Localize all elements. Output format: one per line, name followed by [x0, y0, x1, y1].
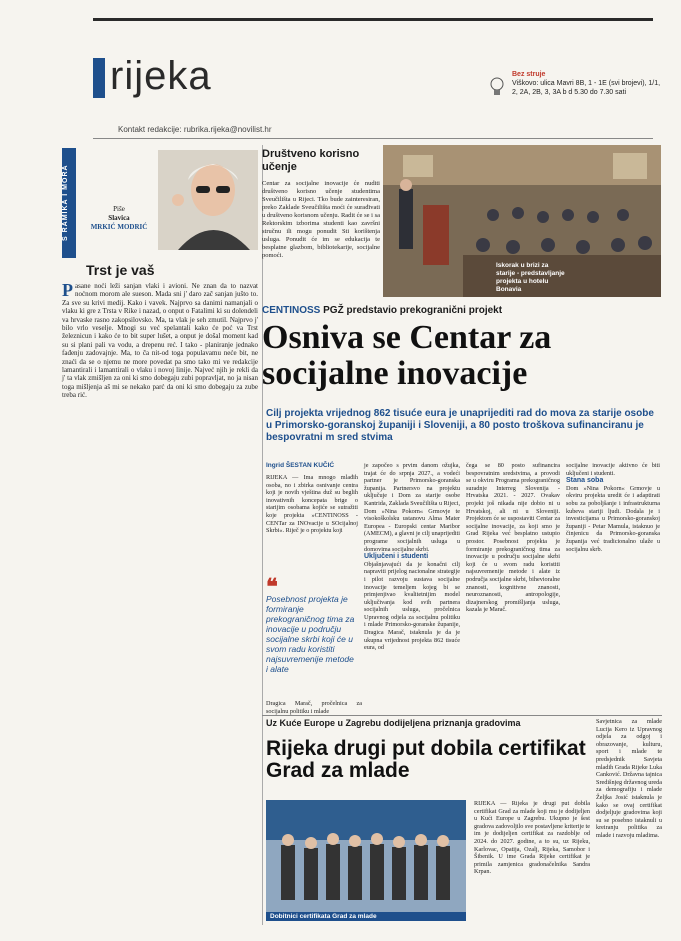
- header-rule: [93, 138, 653, 139]
- subhead-students: Uključeni i studenti: [364, 553, 429, 561]
- article-lead: Cilj projekta vrijednog 862 tisuće eura je unaprijediti rad do mova za starije osobe u Primorsko-goranskoj županiji i Sloveniji, a 80 posto troškova sufinanciranu je bespovratni m sred stvima: [266, 408, 654, 443]
- column-tab: S RAMIKA I MORA: [62, 148, 76, 258]
- kicker-text: PGŽ predstavio prekogranični projekt: [323, 305, 503, 316]
- article2-kicker: Uz Kuće Europe u Zagrebu dodijeljena priznanja gradovima: [266, 718, 521, 728]
- byline-first: Slavica: [108, 214, 130, 222]
- quote-mark-icon: ❝: [266, 574, 278, 599]
- group-photo-caption: Dobitnici certifikata Grad za mlade: [266, 912, 466, 921]
- article2-right: Savjetnica za mlade Lucija Kero iz Upravnog odjela za odgoj i obrazovanje, kulturu, sport i mlade te predsjednik Savjeta mladih Grada Rijeke Luka Canković. Državna tajnica Središnjeg državnog ureda za demografiju i mlade Željka Josić istaknula je kako se ovaj certifikat dodjeljuje gradovima koji su se posebno istaknuli u kreiranju politika za mlade i razvoju mladima.: [596, 718, 662, 839]
- quote-attribution: Dragica Marač, pročelnica za socijalnu politiku i mlade: [266, 700, 362, 715]
- header-rule-top: [93, 18, 653, 21]
- article-headline: Osniva se Centar za socijalne inovacije: [262, 319, 552, 392]
- article-col1: RIJEKA — Ima mnogo mlađih osoba, no i zbirka osnivanje centra koji je novih vještina duž su beglih inovativnih koncepata brige o starijim osobama kojiće se sutražiti koje projekta »CENTINOSS - CENTar za INOvacije u SOcijalnoj Skrbi«. Riječ je o projektu koji: [266, 474, 358, 535]
- article-col4: [566, 462, 660, 553]
- column-divider: [262, 145, 263, 925]
- col2-text: je započeo s prvim danom ožujka, trajat će do srpnja 2027., a vodeći partner je Primorsko-goranska županija. Partnersvo na projektu uključuje i Dom za starije osobe Kantrida, Zaklada Sveučilišta u Rijeci, Dom »Nina Pokorn« Grmovje te visokoškolsku ustanovu Alma Mater Europea - Europski centar Maribor (AMECM), a glavni je cilj unaprijediti programe socijalnih usluga u domovima socijalne skrbi.: [364, 462, 460, 553]
- column-text: [62, 282, 258, 400]
- article-author: Ingrid ŠESTAN KUČIĆ: [266, 462, 335, 469]
- article2-headline: Rijeka drugi put dobila certifikat Grad za mlade: [266, 737, 586, 782]
- article-col2: [364, 462, 460, 652]
- subhead-room: Stana soba: [566, 477, 604, 485]
- article2-rule: [262, 715, 662, 716]
- box-title: Društveno korisno učenje: [262, 148, 360, 173]
- quote-text: Posebnost projekta je formiranje prekograničnog tima za inovacije u području socijalne skrbi koji će u svom radu koristiti najsuvremenije metode i alate: [266, 594, 355, 674]
- byline-name: MRKIĆ MODRIĆ: [90, 223, 148, 231]
- col2b-text: Objašnjavajući da je konačni cilj napraviti prijelog nacionalne strategije i pilot razvoju sustava socijalne inovacije temeljem kojeg bi se primjenjivao kvalitetnijim model uključivanja kod svih partnera socijalnih usluga, pročelnica Upravnog odjela za socijalnu politiku i mlade Primorsko-goranske županije, Dragica Marač, istaknula je da je ukupna vrijednost projekta 862 tisuće eura, od: [364, 560, 460, 652]
- article-col3: čega se 80 posto sufinancira bespovratnim sredstvima, a provodi se u okviru Programa prekograničnog suradnje Interreg Slovenija - Hrvatska 2021. - 2027. Ovakav projekt još nikada nije dobio ni u Hrvatskoj, ali ni u Sloveniji. Projektom će se uspostaviti Centar za socijalne inovacije, za koji smo je Grad Rijeka već besplatno ustupio prostor. Posebnost projekta je formiranje prekograničnog tima za inovacije u području socijalne skrbi koji će u svom radu koristiti najsuvremenije metode i alate iz područja socijalne skrbi, bihevioralne znanosti, kognitivne znanosti, neuroznanosti, antropologije, dizajnerskog promišljanja usluga, kazala je Marač.: [466, 462, 560, 614]
- section-title: rijeka: [110, 54, 212, 98]
- column-body: asane noći leži sanjan vlaki i avioni. Ne znan da to nazvat noćnom morom ale sueson. Mada sni j' daro zač sanjan jušto to. Za sve su krivi medij. Kako i vavek. Najprvo sa danimi namanjali o vlaku ki gre z Trsta v Rike i nazad, o onput o Fatalimi ki su dolendeli va hrvaske rasno zakopsilovsko. Ma, ta vlak je seh zmutil. Najprvo j' bilo vrlo veselje. Mnogi su već spelantali kako će poć va Trst železnicun i kako će to bit super lušet, a onput je došal moment kad su si plani pali va vodu, a drepenu reć. I tako - planiranje jednako fađenju zadovajnje. Ma, to ča nit-od toga populavamu neće bit, ne znaći da se o njemu ne more povedat pa smo tako mi ve redakcije lamantirali i lamantirali o vlaku i novoj linije. Najveć njih je rekli da j' ta vlak zmišljen za oni ki smo dobegaju zubi popravljat, no ja nisan toga mišljenja aš mi se nekako parć da oni ki smo dobegaju za zube treba rić.: [62, 282, 258, 400]
- author-portrait: [158, 150, 258, 250]
- pull-quote: [266, 574, 356, 674]
- col4b-text: Dom »Nina Pokorn« Grmovje u okviru projekta uredit će i adaptirati sobu za poboljšanje i infrastrukturna kubeva stariji ljudi. Dodala je i investicijama u Primorsko-goranskoj županiji - Petar Mamula, istaknuo je činjenicu da Primorsko-goranska županija već tradicionalno ulaže u socijalnu skrb.: [566, 484, 660, 553]
- article2-text: RIJEKA — Rijeka je drugi put dobila certifikat Grad za mlade koji mu je dodijeljen u Kući Europe u Zagrebu. Ukupno je šest gradova zadovoljilo sve postavljene kriterije te im je dodijeljen certifikat za razdoblje od 2024. do 2027. godine, a to su, uz Rijeku, Karlovac, Opatija, Ozalj, Rijeka, Samobor i Šibenik. U ime Grada Rijeke certifikat je primila zamjenica gradonačelnika Sandra Krpan.: [474, 800, 590, 876]
- section-marker: [93, 58, 105, 98]
- group-photo: [266, 800, 466, 912]
- power-outage-text: Viškovo: ulica Mavri 8B, 1 - 1E (svi brojevi), 1/1, 2, 2A, 2B, 3, 3A b d 5.30 do 7.30 sati: [512, 80, 661, 96]
- byline-label: Piše: [113, 205, 125, 213]
- power-outage-title: Bez struje: [512, 71, 546, 78]
- col4-text: socijalne inovacije aktivno će biti uključeni i studenti.: [566, 462, 660, 477]
- kicker-tag: CENTINOSS: [262, 305, 321, 316]
- box-text: Centar za socijalne inovacije će nuditi društveno korisno učenje studentima Sveučilišta u Rijeci. Tko bude zainteresiran, preko Zaklade Sveučilišta moći će surađivati u društveno korisnom učenju. Radit će se i sa Rektorskim izborima studenti kao završni stručnu ili mogu ponudit Sti korištenja usluga. Ponudit će im se edukacija te besplatne glazbom, bibliotekarije, socijalne pomoći.: [262, 180, 380, 259]
- column-title: Trst je vaš: [86, 262, 155, 278]
- drop-cap: P: [62, 280, 73, 300]
- column-byline: [80, 205, 158, 232]
- contact-line: Kontakt redakcije: rubrika.rijeka@novilist.hr: [118, 125, 272, 134]
- photo-caption: Iskorak u brizi za starije - predstavljanje projekta u hotelu Bonavia: [496, 262, 565, 293]
- power-outage-notice: [512, 70, 662, 97]
- lightbulb-icon: [488, 76, 506, 98]
- article-kicker: [262, 305, 502, 316]
